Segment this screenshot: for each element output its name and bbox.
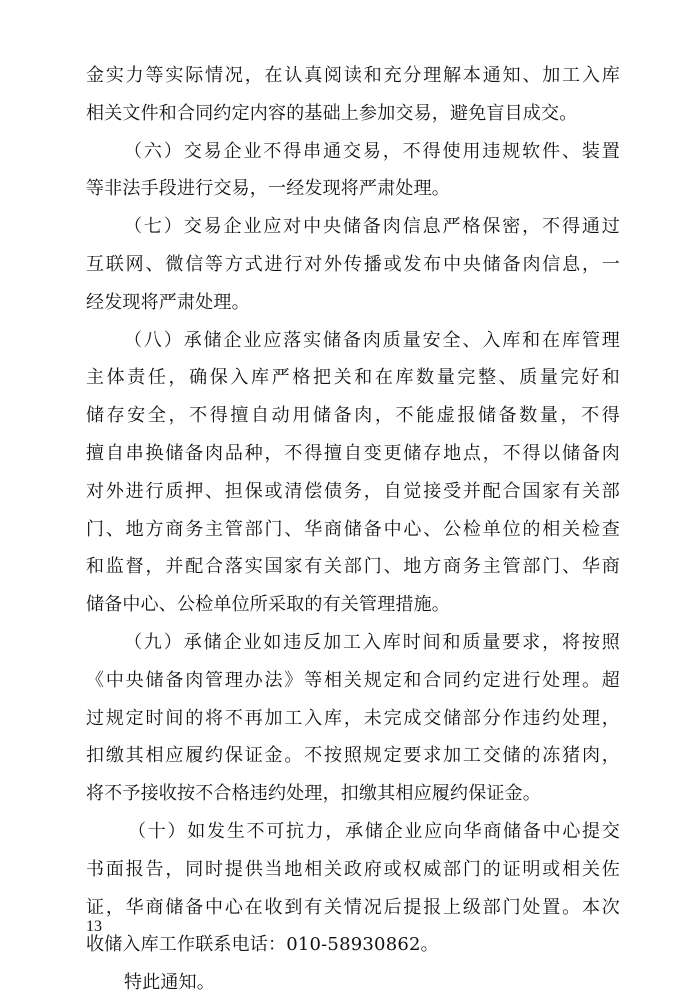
clause-10-line-2: 书面报告，同时提供当地相关政府或权威部门的证明或相关佐 <box>86 858 620 880</box>
clause-8-line-6: 门、地方商务主管部门、华商储备中心、公检单位的相关检查 <box>86 518 620 540</box>
clause-8-line-1: （八）承储企业应落实储备肉质量安全、入库和在库管理 <box>124 329 620 351</box>
text-line-2: 相关文件和合同约定内容的基础上参加交易，避免盲目成交。 <box>86 102 578 124</box>
clause-9-line-3: 过规定时间的将不再加工入库，未完成交储部分作违约处理， <box>86 707 620 729</box>
clause-6-line-2: 等非法手段进行交易，一经发现将严肃处理。 <box>86 178 450 200</box>
closing-line: 特此通知。 <box>124 972 215 994</box>
clause-7-line-2: 互联网、微信等方式进行对外传播或发布中央储备肉信息，一 <box>86 253 620 275</box>
clause-10-line-4: 收储入库工作联系电话：010-58930862。 <box>86 934 439 956</box>
clause-9-line-1: （九）承储企业如违反加工入库时间和质量要求，将按照 <box>124 631 620 653</box>
clause-10-line-1: （十）如发生不可抗力，承储企业应向华商储备中心提交 <box>128 820 620 842</box>
clause-6-line-1: （六）交易企业不得串通交易，不得使用违规软件、装置 <box>124 140 620 162</box>
clause-9-line-5: 将不予接收按不合格违约处理，扣缴其相应履约保证金。 <box>86 783 541 805</box>
clause-9-line-4: 扣缴其相应履约保证金。不按照规定要求加工交储的冻猪肉， <box>86 745 620 767</box>
clause-8-line-2: 主体责任，确保入库严格把关和在库数量完整、质量完好和 <box>86 367 620 389</box>
clause-10-line-3: 证，华商储备中心在收到有关情况后提报上级部门处置。本次 <box>86 896 620 918</box>
page-number: 13 <box>86 918 102 935</box>
clause-8-line-4: 擅自串换储备肉品种，不得擅自变更储存地点，不得以储备肉 <box>86 442 620 464</box>
text-line-1: 金实力等实际情况，在认真阅读和充分理解本通知、加工入库 <box>86 65 620 86</box>
clause-8-line-7: 和监督，并配合落实国家有关部门、地方商务主管部门、华商 <box>86 556 620 578</box>
clause-8-line-3: 储存安全，不得擅自动用储备肉，不能虚报储备数量，不得 <box>86 405 620 427</box>
clause-8-line-8: 储备中心、公检单位所采取的有关管理措施。 <box>86 594 450 616</box>
document-body <box>86 57 620 1002</box>
clause-8-line-5: 对外进行质押、担保或清偿债务，自觉接受并配合国家有关部 <box>86 480 620 502</box>
clause-7-line-1: （七）交易企业应对中央储备肉信息严格保密，不得通过 <box>124 216 620 238</box>
clause-7-line-3: 经发现将严肃处理。 <box>86 291 250 313</box>
clause-9-line-2: 《中央储备肉管理办法》等相关规定和合同约定进行处理。超 <box>86 669 620 691</box>
